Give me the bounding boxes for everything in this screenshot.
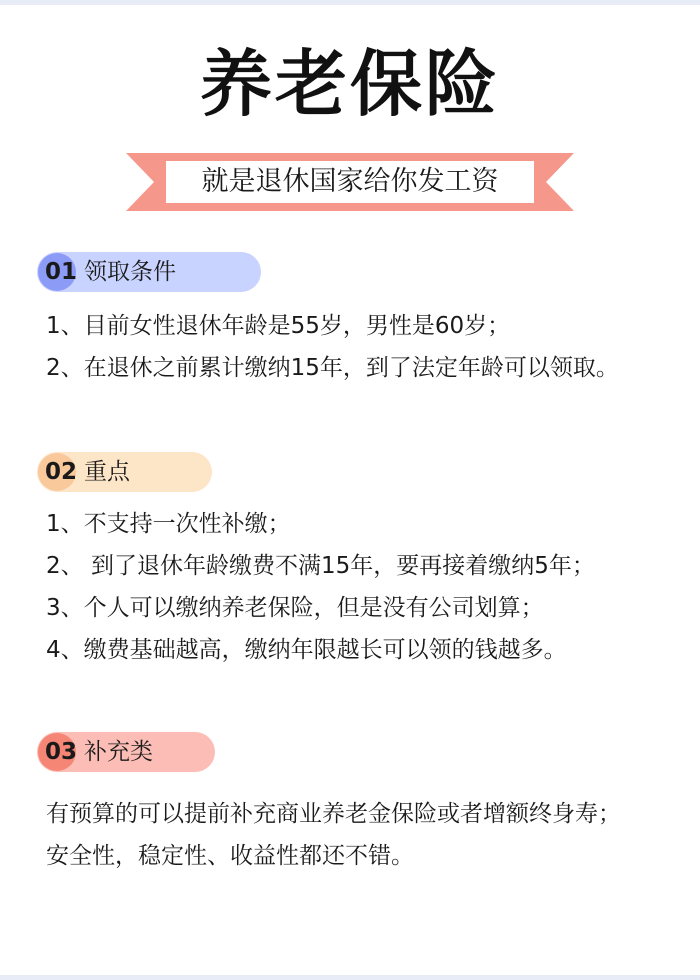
tag-label: [45, 252, 176, 292]
body-line: 3、个人可以缴纳养老保险，但是没有公司划算；: [46, 595, 544, 621]
body-line: 1、目前女性退休年龄是55岁，男性是60岁；: [46, 313, 511, 339]
subtitle-ribbon: [126, 153, 574, 211]
body-line: 4、缴费基础越高，缴纳年限越长可以领的钱越多。: [46, 637, 567, 663]
page-title: 养老保险: [199, 42, 500, 126]
section-heading: 重点: [84, 459, 131, 485]
subtitle-text: 就是退休国家给你发工资: [201, 166, 499, 197]
section-heading: 补充类: [84, 739, 154, 765]
section-number: 03: [45, 739, 78, 765]
body-line: 1、不支持一次性补缴；: [46, 511, 291, 537]
body-line: 2、在退休之前累计缴纳15年，到了法定年龄可以领取。: [46, 355, 619, 381]
tag-label: [45, 732, 153, 772]
section-body-conditions: [46, 305, 666, 389]
body-line: 2、 到了退休年龄缴费不满15年，要再接着缴纳5年；: [46, 553, 595, 579]
section-body-supplement: [46, 793, 666, 877]
bottom-edge-strip: [0, 975, 700, 980]
tag-label: [45, 452, 130, 492]
section-heading: 领取条件: [84, 259, 177, 285]
body-line: 安全性，稳定性、收益性都还不错。: [46, 843, 414, 869]
section-number: 02: [45, 459, 78, 485]
section-body-key-points: [46, 503, 666, 671]
top-edge-strip: [0, 0, 700, 5]
section-number: 01: [45, 259, 78, 285]
body-line: 有预算的可以提前补充商业养老金保险或者增额终身寿；: [46, 801, 621, 827]
